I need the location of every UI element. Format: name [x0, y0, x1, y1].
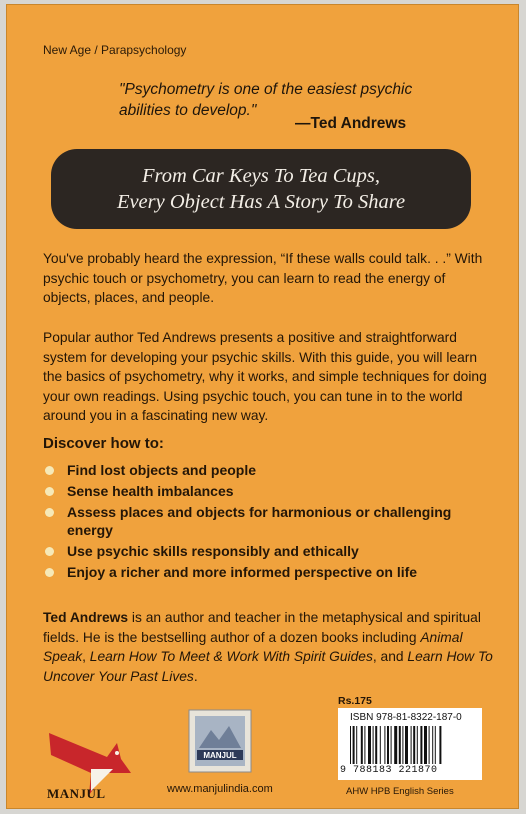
genre-label: New Age / Parapsychology	[43, 43, 187, 57]
author-bio	[43, 608, 493, 686]
barcode-icon	[350, 726, 472, 764]
bio-separator: , and	[372, 649, 408, 664]
bullet-icon	[45, 487, 54, 496]
seal-label: MANJUL	[203, 751, 237, 760]
website-url[interactable]: www.manjulindia.com	[167, 783, 273, 795]
list-item	[43, 482, 463, 500]
bio-text: is an author and teacher in the metaphysical and spiritual fields. He is the bestselling author of a dozen books including	[43, 610, 481, 645]
book-title: Learn How To Meet & Work With Spirit Guides	[89, 649, 373, 664]
tagline-banner	[51, 149, 471, 229]
author-name: Ted Andrews	[43, 610, 129, 625]
list-item	[43, 503, 463, 539]
publisher-seal	[187, 708, 253, 774]
intro-paragraph: You've probably heard the expression, “If these walls could talk. . .” With psychic touch or psychometry, you can learn to read the energy of objects, places, and people.	[43, 251, 483, 305]
benefits-list	[43, 461, 463, 584]
list-item-label: Enjoy a richer and more informed perspective on life	[67, 564, 418, 580]
description-paragraph: Popular author Ted Andrews presents a positive and straightforward system for developing your psychic skills. With this guide, you will learn the basics of psychometry, why it works, and simple techniques for doing your own readings. Using psychic touch, you can tune in to the world around you in a fascinating new way.	[43, 330, 487, 423]
list-item-label: Sense health imbalances	[67, 483, 234, 499]
bio-end: .	[193, 668, 198, 684]
list-item	[43, 542, 463, 560]
bio-separator: ,	[82, 649, 90, 664]
list-item-label: Find lost objects and people	[67, 462, 257, 478]
list-item	[43, 563, 463, 581]
book-back-cover	[6, 4, 519, 809]
price-label: Rs.175	[338, 695, 372, 707]
list-item-label: Use psychic skills responsibly and ethically	[67, 543, 359, 559]
tagline-line-1: From Car Keys To Tea Cups,	[141, 165, 381, 187]
isbn-text: ISBN 978-81-8322-187-0	[350, 712, 462, 723]
bullet-icon	[45, 568, 54, 577]
list-item	[43, 461, 463, 479]
bullet-icon	[45, 508, 54, 517]
barcode-number: 9 788183 221870	[340, 765, 438, 776]
publisher-name: MANJUL	[47, 786, 106, 801]
seal-emblem-icon	[187, 708, 253, 774]
quote-author: —Ted Andrews	[295, 115, 407, 132]
bullet-icon	[45, 547, 54, 556]
quote-text: "Psychometry is one of the easiest psychic abilities to develop."	[119, 81, 413, 119]
list-item-label: Assess places and objects for harmonious or challenging energy	[67, 504, 452, 538]
book-title: Learn How To Uncover Your Past Lives	[43, 649, 493, 684]
tagline-line-2: Every Object Has A Story To Share	[116, 191, 406, 213]
barcode-panel	[338, 708, 482, 780]
discover-heading: Discover how to:	[43, 435, 164, 452]
bullet-icon	[45, 466, 54, 475]
book-title: Animal Speak	[43, 629, 463, 664]
series-label: AHW HPB English Series	[346, 786, 454, 797]
